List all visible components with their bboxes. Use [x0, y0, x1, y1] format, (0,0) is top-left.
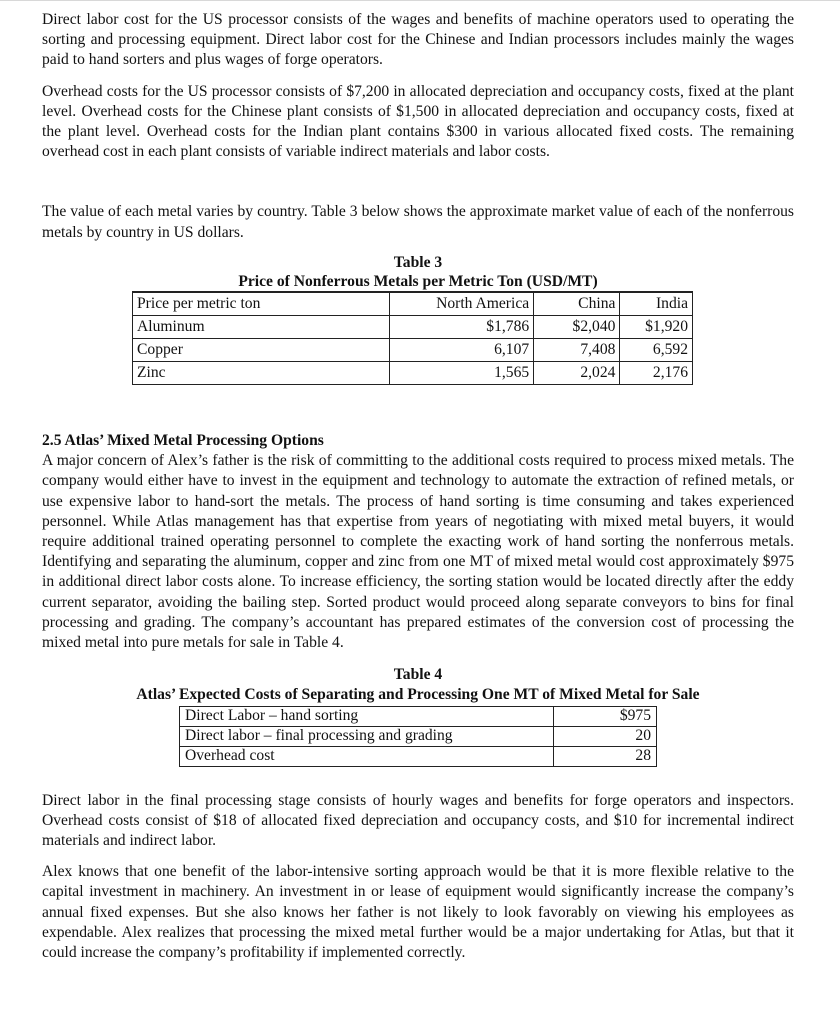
table-row: [180, 726, 657, 746]
table-row: [133, 316, 693, 339]
table3-title: Table 3: [393, 253, 443, 271]
table-header-row: [133, 292, 693, 316]
table3-header-north-america: North America: [390, 292, 534, 316]
table4-cell-item: Direct Labor – hand sorting: [180, 706, 554, 726]
section-body: A major concern of Alex’s father is the risk of committing to the additional costs required to process mixed metals. The company would either have to invest in the equipment and technology to automate the extraction of refined metals, or use expensive labor to hand-sort the metals. The process of hand sorting is time consuming and takes experienced personnel. While Atlas management has that expertise from years of negotiating with mixed metal buyers, it would require additional trained operating personnel to complete the exacting work of hand sorting the nonferrous metals. Identifying and separating the aluminum, copper and zinc from one MT of mixed metal would cost approximately $975 in additional direct labor costs alone. To increase efficiency, the sorting station would be located directly after the eddy current separator, avoiding the bailing step. Sorted product would proceed along separate conveyors to bins for final processing and grading. The company’s accountant has prepared estimates of the conversion cost of processing the mixed metal into pure metals for sale in Table 4.: [42, 452, 794, 652]
paragraph-metal-value: The value of each metal varies by country. Table 3 below shows the approximate market value of each of the nonferrous metals by country in US dollars.: [42, 203, 794, 241]
table3-cell-north-america: $1,786: [390, 316, 534, 339]
paragraph-final-stage: Direct labor in the final processing stage consists of hourly wages and benefits for forge operators and inspectors. Overhead costs consist of $18 of allocated fixed depreciation and occupancy costs, and $10 for incremental indirect materials and indirect labor.: [42, 791, 794, 850]
table-row: [133, 339, 693, 362]
table3-cell-north-america: 1,565: [390, 362, 534, 385]
table4-subtitle: Atlas’ Expected Costs of Separating and Processing One MT of Mixed Metal for Sale: [136, 686, 700, 704]
table3-cell-china: 7,408: [534, 339, 620, 362]
table4-processing-costs: [179, 706, 657, 767]
table4-cell-cost: 28: [554, 746, 657, 766]
table4-cell-item: Direct labor – final processing and grading: [180, 726, 554, 746]
table3-cell-india: 2,176: [620, 362, 693, 385]
table4-cell-item: Overhead cost: [180, 746, 554, 766]
table3-subtitle: Price of Nonferrous Metals per Metric Ton (USD/MT): [238, 273, 598, 291]
table3-metal-prices: [132, 291, 693, 385]
paragraph-overhead: Overhead costs for the US processor consists of $7,200 in allocated depreciation and occupancy costs, fixed at the plant level. Overhead costs for the Chinese plant consists of $1,500 in allocated depreciation and occupancy costs, fixed at the plant level. Overhead costs for the Indian plant contains $300 in various allocated fixed costs. The remaining overhead cost in each plant consists of variable indirect materials and labor costs.: [42, 82, 794, 161]
document-page: [42, 10, 794, 963]
table-row: [180, 746, 657, 766]
paragraph-direct-labor: Direct labor cost for the US processor consists of the wages and benefits of machine operators used to operating the sorting and processing equipment. Direct labor cost for the Chinese and Indian processors includes mainly the wages paid to hand sorters and plus wages of forge operators.: [42, 11, 794, 69]
page-top-border: [0, 0, 840, 1]
table3-cell-china: 2,024: [534, 362, 620, 385]
table4-cell-cost: $975: [554, 706, 657, 726]
table3-cell-metal: Copper: [133, 339, 390, 362]
table3-cell-metal: Zinc: [133, 362, 390, 385]
table4-title: Table 4: [393, 666, 443, 684]
table3-cell-china: $2,040: [534, 316, 620, 339]
table3-header-price: Price per metric ton: [133, 292, 390, 316]
table3-header-china: China: [534, 292, 620, 316]
table3-cell-north-america: 6,107: [390, 339, 534, 362]
table3-cell-india: $1,920: [620, 316, 693, 339]
table3-cell-metal: Aluminum: [133, 316, 390, 339]
table-row: [180, 706, 657, 726]
table3-header-india: India: [620, 292, 693, 316]
paragraph-alex: Alex knows that one benefit of the labor-intensive sorting approach would be that it is more flexible relative to the capital investment in machinery. An investment in or lease of equipment would significantly increase the company’s annual fixed expenses. But she also knows her father is not likely to look favorably on viewing his employees as expendable. Alex realizes that processing the mixed metal further would be a major undertaking for Atlas, but that it could increase the company’s profitability if implemented correctly.: [42, 863, 794, 962]
table4-cell-cost: 20: [554, 726, 657, 746]
table3-cell-india: 6,592: [620, 339, 693, 362]
table-row: [133, 362, 693, 385]
section-heading: 2.5 Atlas’ Mixed Metal Processing Options: [42, 432, 324, 450]
